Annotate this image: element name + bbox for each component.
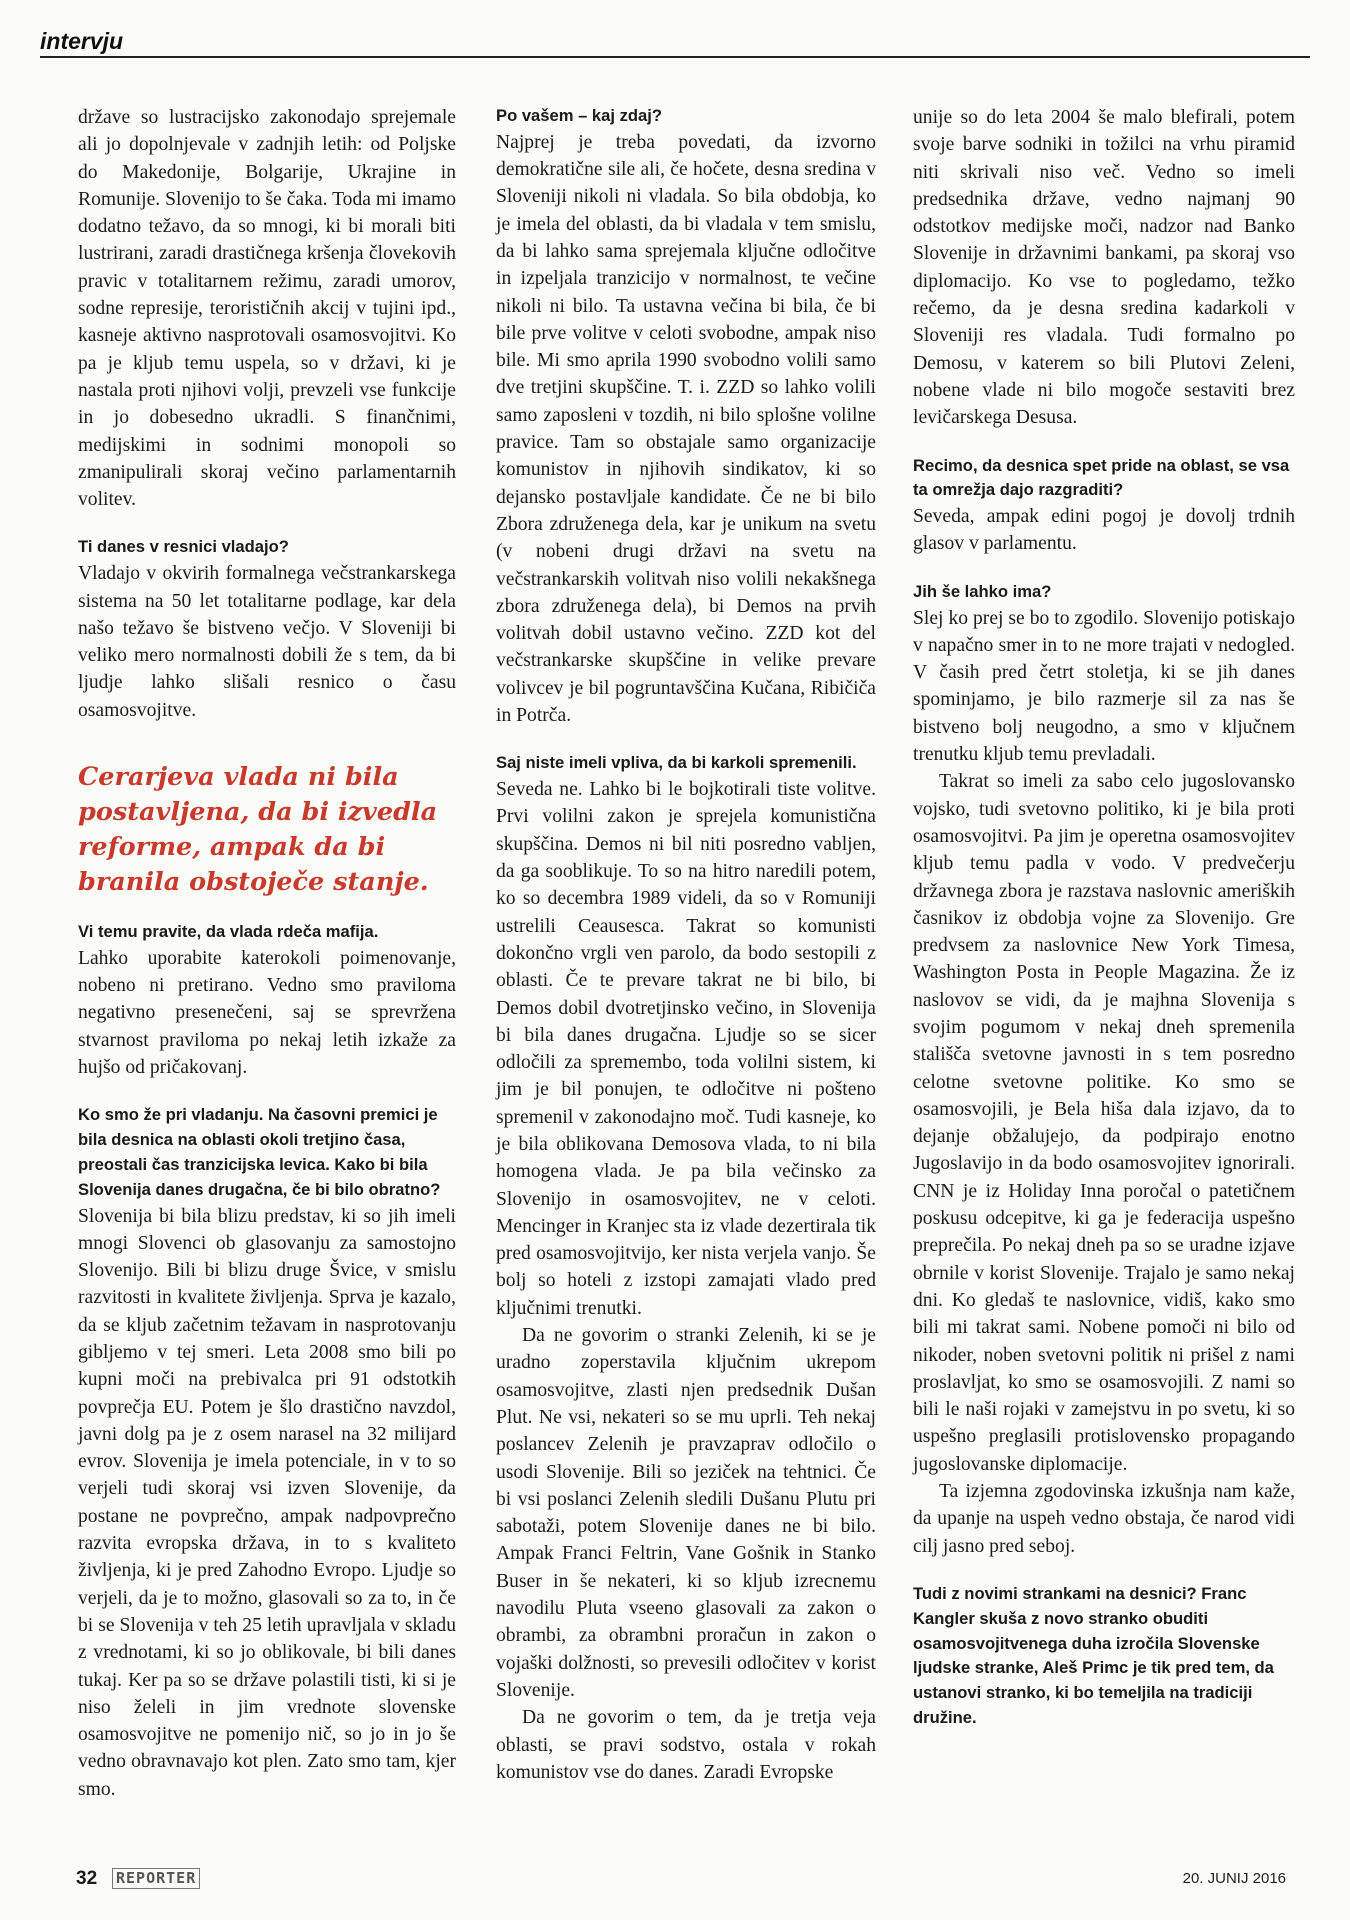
article-paragraph: Vladajo v okvirih formalnega večstrankarskega sistema na 50 let totalitarne podlage, kar dela našo težavo še bistveno večjo. V Sloveniji bi veliko mero normalnosti dobili že s tem, da bi ljudje lahko slišali resnico o času osamosvojitve. bbox=[78, 563, 456, 721]
interview-question: Ti danes v resnici vladajo? bbox=[78, 537, 289, 557]
article-paragraph: Da ne govorim o tem, da je tretja veja oblasti, se pravi sodstvo, ostala v rokah komunistov vse do danes. Zaradi Evropske bbox=[496, 1707, 876, 1783]
interview-question: Po vašem – kaj zdaj? bbox=[496, 106, 663, 125]
page-header bbox=[40, 26, 1310, 58]
article-paragraph: Slej ko prej se bo to zgodilo. Slovenijo potiskajo v napačno smer in to ne more trajati v nedogled. V časih pred četrt stoletja, ki se jih danes spominjamo, je bilo razmerje sil za nas še bistveno bolj neugodno, a smo v ključnem trenutku kljub temu prevladali. bbox=[913, 607, 1295, 766]
article-paragraph: Takrat so imeli za sabo celo jugoslovansko vojsko, tudi svetovno politiko, ki je bila proti osamosvojitvi. Pa jim je operetna osamosvojitev kljub temu padla v vodo. V predvečerju državnega zbora je razstava naslovnic ameriških časnikov iz obdobja vojne za Slovenijo. Gre predvsem za naslovnice New York Timesa, Washington Posta in People Magazina. Že iz naslovov se vidi, da je majhna Slovenija s svojim pogumom v nekaj dneh spremenila stališča svetovne javnosti in s tem posredno celotne svetovne politike. Ko smo se osamosvojili, je Bela hiša dala izjavo, da to dejanje obžalujejo, da podpirajo enotno Jugoslavijo in da bodo osamosvojitev ignorirali. CNN je iz Holiday Inna poročal o patetičnem poskusu odcepitve, ki ga je federacija uspešno preprečila. Po nekaj dneh pa so se uradne izjave obrnile v korist Slovenije. Trajalo je samo nekaj dni. Ko gledaš te naslovnice, vidiš, kako smo bili mi takrat sami. Nobene pomoči ni bilo od nikoder, noben svetovni politik ni prišel z nami proslavljat, ko smo se osamosvojili. Z nami so bili le naši rojaki v zamejstvu in po svetu, ki so uspešno preglasili protislovensko propagando jugoslovanske diplomacije. bbox=[913, 771, 1295, 1475]
page-number: 32 bbox=[76, 1868, 98, 1889]
interview-question: Recimo, da desnica spet pride na oblast, se vsa ta omrežja dajo razgraditi? bbox=[913, 455, 1290, 500]
section-label: intervju bbox=[40, 28, 124, 54]
page-footer bbox=[40, 1868, 1310, 1898]
article-paragraph: Da ne govorim o stranki Zelenih, ki se je uradno zoperstavila ključnim ukrepom osamosvojitve, zlasti njen predsednik Dušan Plut. Ne vsi, nekateri so se mu uprli. Teh nekaj poslancev Zelenih je pravzaprav odločilo o usodi Slovenije. Bili so jeziček na tehtnici. Če bi vsi poslanci Zelenih sledili Dušanu Plutu pri sabotaži, potem Slovenije danes ne bi bilo. Ampak Franci Feltrin, Vane Gošnik in Stanko Buser in še nekateri, ki so kljub izrecnemu navodilu Pluta vseeno glasovali za zakon o obrambi, za obrambni proračun in zakon o vojaški dolžnosti, so prevesili odločitev v korist Slovenije. bbox=[496, 1325, 876, 1701]
article-paragraph: unije so do leta 2004 še malo blefirali, potem svoje barve sodniki in tožilci na vrhu piramid niti skrivali niso več. Vedno so imeli predsednika države, vedno najmanj 90 odstotkov medijske moči, nadzor nad Banko Slovenije in državnimi bankami, pa skoraj vso diplomacijo. Ko vse to pogledamo, težko rečemo, da je desna sredina kadarkoli v Sloveniji res vladala. Tudi formalno po Demosu, v katerem so bili Plutovi Zeleni, nobene vlade ni bilo mogoče sestaviti brez levičarskega Desusa. bbox=[913, 107, 1295, 429]
article-paragraph: Ta izjemna zgodovinska izkušnja nam kaže, da upanje na uspeh vedno obstaja, če narod vidi cilj jasno pred seboj. bbox=[913, 1481, 1295, 1557]
article-paragraph: Slovenija bi bila blizu predstav, ki so jih imeli mnogi Slovenci ob glasovanju za samostojno Slovenijo. Bili bi blizu druge Švice, v smislu razvitosti in kvalitete življenja. Sprva je kazalo, da se kljub začetnim težavam in nasprotovanju gibljemo v tej smeri. Leta 2008 smo bili po kupni moči na prebivalca pri 91 odstotkih povprečja EU. Potem je šlo drastično navzdol, javni dolg pa je z osem narasel na 32 milijard evrov. Slovenija je imela potenciale, in v to so verjeli tudi skoraj vsi izven Slovenije, da postane ne povprečno, ampak nadpovprečno razvita evropska država, in to s kvaliteto življenja, ki je pred Zahodno Evropo. Ljudje so verjeli, da je to možno, glasovali so za to, in če bi se Slovenija v teh 25 letih upravljala v skladu z vrednotami, ki so jo oblikovale, bi bili danes tukaj. Ker pa so se države polastili tisti, ki si je niso želeli in jim vrednote slovenske osamosvojitve ne pomenijo nič, so jo in jo še vedno obravnavajo kot plen. Zato smo tam, kjer smo. bbox=[78, 1205, 456, 1800]
article-paragraph: Seveda, ampak edini pogoj je dovolj trdnih glasov v parlamentu. bbox=[913, 506, 1295, 555]
article-column-1 bbox=[78, 104, 456, 1803]
magazine-logo: REPORTER bbox=[112, 1868, 200, 1889]
article-paragraph: države so lustracijsko zakonodajo sprejemale ali jo dopolnjevale v zadnjih letih: od Poljske do Makedonije, Bolgarije, Ukrajine in Romunije. Slovenijo to še čaka. Toda mi imamo dodatno težavo, da so mnogi, ki bi morali biti lustrirani, zaradi drastičnega kršenja človekovih pravic v totalitarnem režimu, zaradi umorov, sodne represije, terorističnih akcij v tujini ipd., kasneje aktivno nasprotovali osamosvojitvi. Ko pa je kljub temu uspela, so v državi, ki je nastala proti njihovi volji, prevzeli vse funkcije in jo dobesedno ukradli. S finančnimi, medijskimi in sodnimi monopoli so zmanipulirali skoraj večino parlamentarnih volitev. bbox=[78, 107, 456, 511]
interview-question: Vi temu pravite, da vlada rdeča mafija. bbox=[78, 922, 379, 942]
interview-question: Tudi z novimi strankami na desnici? Franc Kangler skuša z novo stranko obuditi osamosvojitvenega duha izročila Slovenske ljudske stranke, Aleš Primc je tik pred tem, da ustanovi stranko, ki bo temeljila na tradiciji družine. bbox=[913, 1583, 1274, 1727]
article-paragraph: Seveda ne. Lahko bi le bojkotirali tiste volitve. Prvi volilni zakon je sprejela komunistična skupščina. Demos ni bil niti posredno vabljen, da ga sooblikuje. To so na hitro naredili potem, ko so decembra 1989 videli, da so v Romuniji ustrelili Ceausesca. Takrat so komunisti dokončno vrgli ven parolo, da bodo sestopili z oblasti. Če te prevare takrat ne bi bilo, bi Demos dobil dvotretjinsko večino, in Slovenija bi bila danes drugačna. Ljudje so se sicer odločili za spremembo, toda volilni sistem, ki jim je bil ponujen, te odločitve ni pošteno spremenil v zakonodajno moč. Tudi kasneje, ko je bila oblikovana Demosova vlada, to ni bila homogena vlada. Je pa bila večinsko za Slovenijo in osamosvojitev, ne v celoti. Mencinger in Kranjec sta iz vlade dezertirala tik pred osamosvojitvijo, ker nista verjela vanjo. Še bolj so hoteli z izstopi zamajati vlado pred ključnimi trenutki. bbox=[496, 779, 876, 1319]
article-paragraph: Lahko uporabite katerokoli poimenovanje, nobeno ni pretirano. Vedno smo praviloma negativno presenečeni, saj se sprevržena stvarnost praviloma po nekaj letih izkaže za hujšo od pričakovanj. bbox=[78, 947, 456, 1079]
interview-question: Ko smo že pri vladanju. Na časovni premici je bila desnica na oblasti okoli tretjino časa, preostali čas tranzicijska levica. Kako bi bila Slovenija danes drugačna, če bi bilo obratno? bbox=[78, 1105, 441, 1199]
interview-question: Jih še lahko ima? bbox=[913, 581, 1052, 601]
article-column-3 bbox=[913, 104, 1295, 1731]
issue-date: 20. JUNIJ 2016 bbox=[1182, 1870, 1286, 1887]
article-column-2 bbox=[496, 104, 876, 1786]
interview-question: Saj niste imeli vpliva, da bi karkoli spremenili. bbox=[496, 753, 857, 773]
pull-quote: Cerarjeva vlada ni bila postavljena, da bi izvedla reforme, ampak da bi branila obstoječe stanje. bbox=[78, 762, 438, 898]
article-paragraph: Najprej je treba povedati, da izvorno demokratične sile ali, če hočete, desna sredina v Sloveniji nikoli ni vladala. So bila obdobja, ko je imela del oblasti, da bi vladala v tem smislu, da bi lahko sama sprejemala ključne odločitve in izpeljala tranzicijo v normalnost, te večine nikoli ni bilo. Ta ustavna večina bi bila, če bi bile prve volitve v celoti svobodne, ampak niso bile. Mi smo aprila 1990 svobodno volili samo dve tretjini skupščine. T. i. ZZD so lahko volili samo zaposleni v tozdih, ni bilo splošne volilne pravice. Tam so obstajale samo organizacije komunistov in njihovih sindikatov, ki so dejansko postavljale kandidate. Če ne bi bilo Zbora združenega dela, kar je unikum na svetu (v nobeni drugi državi na svetu na večstrankarskih volitvah niso volili nekakšnega zbora združenega dela), bi Demos na prvih volitvah dobil ustavno večino. ZZD kot del večstrankarske skupščine in velike prevare volivcev je bil pogruntavščina Kučana, Ribičiča in Potrča. bbox=[496, 131, 876, 727]
